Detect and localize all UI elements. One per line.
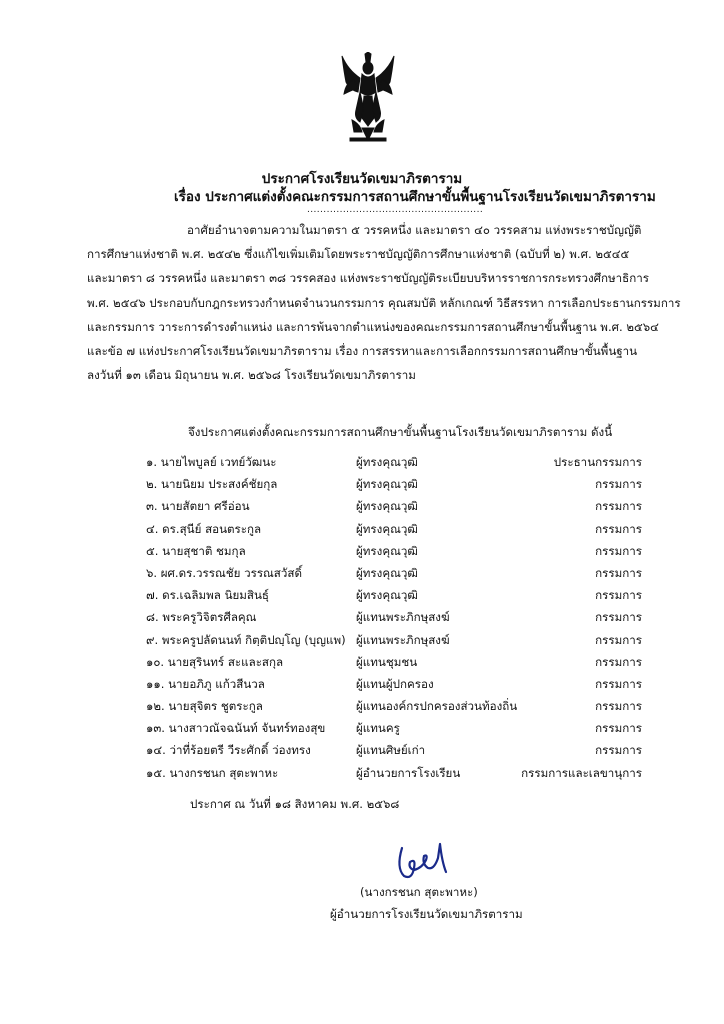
appointment-intro: จึงประกาศแต่งตั้งคณะกรรมการสถานศึกษาขั้นพื้นฐานโรงเรียนวัดเขมาภิรตาราม ดังนี้ (188, 425, 613, 439)
member-row (0, 521, 724, 543)
body-line: อาศัยอำนาจตามความในมาตรา ๕ วรรคหนึ่ง และมาตรา ๔๐ วรรคสาม แห่งพระราชบัญญัติ (187, 223, 642, 237)
member-row (0, 543, 724, 565)
member-row (0, 765, 724, 787)
member-position: กรรมการ (595, 477, 642, 492)
member-position: กรรมการ (595, 699, 642, 714)
member-name: ๑๒. นายสุจิตร ชูตระกูล (146, 699, 263, 714)
announcement-subject: เรื่อง ประกาศแต่งตั้งคณะกรรมการสถานศึกษาขั้นพื้นฐานโรงเรียนวัดเขมาภิรตาราม (174, 189, 656, 205)
member-row (0, 476, 724, 498)
member-position: ประธานกรรมการ (553, 455, 642, 469)
member-position: กรรมการ (595, 543, 642, 558)
signer-title: ผู้อำนวยการโรงเรียนวัดเขมาภิรตาราม (330, 907, 523, 921)
member-row (0, 676, 724, 698)
member-row (0, 742, 724, 764)
member-position: กรรมการ (595, 654, 642, 669)
member-name: ๑๔. ว่าที่ร้อยตรี วีระศักดิ์ ว่องทรง (146, 743, 311, 758)
member-list (0, 454, 724, 787)
member-position: กรรมการและเลขานุการ (521, 765, 642, 780)
member-position: กรรมการ (595, 632, 642, 647)
member-name: ๒. นายนิยม ประสงค์ชัยกุล (146, 477, 278, 492)
member-row (0, 720, 724, 742)
member-name: ๑๑. นายอภิภู แก้วสีนวล (146, 676, 265, 691)
announcement-date: ประกาศ ณ วันที่ ๑๘ สิงหาคม พ.ศ. ๒๕๖๘ (190, 797, 400, 811)
member-position: กรรมการ (595, 610, 642, 625)
member-row (0, 454, 724, 476)
member-name: ๘. พระครูวิจิตรศีลคุณ (146, 610, 257, 625)
member-name: ๖. ผศ.ดร.วรรณชัย วรรณสวัสดิ์ (146, 565, 302, 580)
member-row (0, 654, 724, 676)
member-capacity: ผู้แทนผู้ปกครอง (356, 676, 434, 691)
announcement-title: ประกาศโรงเรียนวัดเขมาภิรตาราม (261, 171, 463, 187)
member-capacity: ผู้แทนองค์กรปกครองส่วนท้องถิ่น (356, 699, 518, 714)
member-capacity: ผู้แทนครู (356, 721, 400, 736)
member-capacity: ผู้ทรงคุณวุฒิ (356, 565, 418, 580)
separator: ...................................................... (307, 205, 484, 215)
body-paragraph (87, 218, 681, 387)
member-capacity: ผู้แทนพระภิกษุสงฆ์ (356, 610, 450, 625)
member-position: กรรมการ (595, 521, 642, 536)
member-name: ๑๕. นางกรชนก สุตะพาหะ (146, 765, 279, 780)
member-position: กรรมการ (595, 588, 642, 603)
member-capacity: ผู้แทนศิษย์เก่า (356, 743, 426, 758)
member-capacity: ผู้ทรงคุณวุฒิ (356, 477, 418, 492)
member-name: ๗. ดร.เฉลิมพล นิยมสินธุ์ (146, 588, 270, 603)
member-position: กรรมการ (595, 499, 642, 514)
member-position: กรรมการ (595, 721, 642, 736)
signature-icon (392, 838, 456, 884)
body-line: การศึกษาแห่งชาติ พ.ศ. ๒๕๔๒ ซึ่งแก้ไขเพิ่มเติมโดยพระราชบัญญัติการศึกษาแห่งชาติ (ฉบับที่ ๒) พ.ศ. ๒๕๔๕ (87, 247, 630, 262)
member-capacity: ผู้แทนชุมชน (356, 654, 418, 669)
member-row (0, 609, 724, 631)
body-line: และมาตรา ๘ วรรคหนึ่ง และมาตรา ๓๘ วรรคสอง แห่งพระราชบัญญัติระเบียบบริหารราชการกระทรวงศึกษาธิการ (87, 271, 650, 286)
member-capacity: ผู้ทรงคุณวุฒิ (356, 543, 418, 558)
member-name: ๕. นายสุชาติ ชมกุล (146, 543, 246, 558)
member-position: กรรมการ (595, 743, 642, 758)
member-capacity: ผู้ทรงคุณวุฒิ (356, 588, 418, 603)
member-capacity: ผู้ทรงคุณวุฒิ (356, 499, 418, 514)
member-position: กรรมการ (595, 676, 642, 691)
member-name: ๓. นายสัตยา ศรีอ่อน (146, 499, 250, 514)
member-row (0, 698, 724, 720)
member-name: ๑. นายไพบูลย์ เวทย์วัฒนะ (146, 455, 277, 469)
body-line: ลงวันที่ ๑๓ เดือน มิถุนายน พ.ศ. ๒๕๖๘ โรงเรียนวัดเขมาภิรตาราม (87, 368, 416, 383)
member-capacity: ผู้ทรงคุณวุฒิ (356, 455, 418, 469)
signer-name: (นางกรชนก สุตะพาหะ) (360, 885, 478, 899)
member-name: ๙. พระครูปลัดนนท์ กิตฺติปญฺโญ (บุญแพ) (146, 632, 346, 647)
member-name: ๑๓. นางสาวณัจฉนันท์ จันทร์ทองสุข (146, 721, 326, 736)
member-capacity: ผู้ทรงคุณวุฒิ (356, 521, 418, 536)
garuda-emblem-icon (340, 52, 396, 144)
member-name: ๑๐. นายสุรินทร์ สะและสกุล (146, 654, 284, 669)
body-line: และข้อ ๗ แห่งประกาศโรงเรียนวัดเขมาภิรตาราม เรื่อง การสรรหาและการเลือกกรรมการสถานศึกษาขั้นพื้นฐาน (87, 344, 638, 359)
member-position: กรรมการ (595, 565, 642, 580)
body-line: และกรรมการ วาระการดำรงตำแหน่ง และการพ้นจากตำแหน่งของคณะกรรมการสถานศึกษาขั้นพื้นฐาน พ.ศ. ๒๕๖๔ (87, 319, 659, 334)
member-row (0, 565, 724, 587)
member-capacity: ผู้แทนพระภิกษุสงฆ์ (356, 632, 450, 647)
member-row (0, 587, 724, 609)
member-row (0, 632, 724, 654)
member-row (0, 498, 724, 520)
body-line: พ.ศ. ๒๕๔๖ ประกอบกับกฎกระทรวงกำหนดจำนวนกรรมการ คุณสมบัติ หลักเกณฑ์ วิธีสรรหา การเลือกประธานกรรมการ (87, 295, 681, 310)
member-name: ๔. ดร.สุนีย์ สอนตระกูล (146, 521, 262, 536)
member-capacity: ผู้อำนวยการโรงเรียน (356, 765, 461, 780)
